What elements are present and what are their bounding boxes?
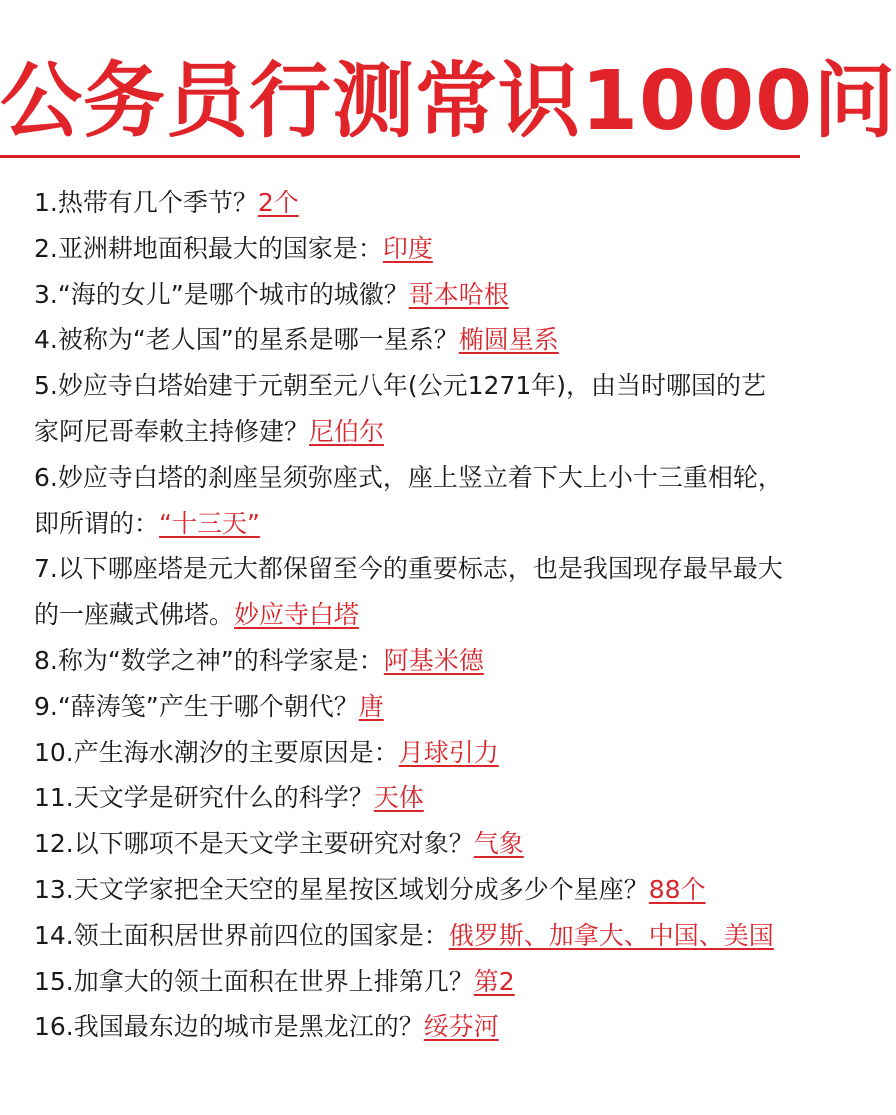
qa-item xyxy=(34,638,784,684)
question-text: 2.亚洲耕地面积最大的国家是： xyxy=(34,233,383,263)
page-title: 公务员行测常识1000问 xyxy=(0,54,896,149)
question-text: 9.“薛涛笺”产生于哪个朝代？ xyxy=(34,691,359,721)
qa-item xyxy=(34,684,784,730)
qa-item xyxy=(34,226,784,272)
question-text: 13.天文学家把全天空的星星按区域划分成多少个星座？ xyxy=(34,874,649,904)
qa-item xyxy=(34,317,784,363)
question-text: 16.我国最东边的城市是黑龙江的？ xyxy=(34,1012,424,1042)
qa-item xyxy=(34,455,784,547)
qa-item xyxy=(34,959,784,1005)
question-text: 3.“海的女儿”是哪个城市的城徽？ xyxy=(34,279,409,309)
qa-item xyxy=(34,730,784,776)
qa-item xyxy=(34,821,784,867)
question-text: 10.产生海水潮汐的主要原因是： xyxy=(34,737,399,767)
question-text: 8.称为“数学之神”的科学家是： xyxy=(34,645,384,675)
answer-text: 第2 xyxy=(473,966,515,996)
qa-list xyxy=(34,180,784,1050)
answer-text: 椭圆星系 xyxy=(458,325,559,355)
question-text: 5.妙应寺白塔始建于元朝至元八年(公元1271年)，由当时哪国的艺家阿尼哥奉敕主持修建？ xyxy=(34,371,766,446)
question-text: 14.领土面积居世界前四位的国家是： xyxy=(34,920,449,950)
answer-text: 气象 xyxy=(473,829,524,859)
answer-text: 绥芬河 xyxy=(423,1012,499,1042)
qa-item xyxy=(34,775,784,821)
question-text: 11.天文学是研究什么的科学？ xyxy=(34,783,374,813)
title-divider xyxy=(0,155,800,158)
answer-text: 俄罗斯、加拿大、中国、美国 xyxy=(448,920,774,950)
answer-text: 尼伯尔 xyxy=(309,416,385,446)
qa-item xyxy=(34,867,784,913)
answer-text: 88个 xyxy=(648,874,706,904)
qa-item xyxy=(34,546,784,638)
answer-text: 唐 xyxy=(358,691,384,721)
question-text: 6.妙应寺白塔的刹座呈须弥座式，座上竖立着下大上小十三重相轮，即所谓的： xyxy=(34,462,783,538)
qa-item xyxy=(34,272,784,318)
question-text: 15.加拿大的领土面积在世界上排第几？ xyxy=(34,966,474,996)
question-text: 4.被称为“老人国”的星系是哪一星系？ xyxy=(34,325,459,355)
qa-item xyxy=(34,913,784,959)
question-text: 7.以下哪座塔是元大都保留至今的重要标志，也是我国现存最早最大的一座藏式佛塔。 xyxy=(34,554,783,630)
answer-text: 2个 xyxy=(257,188,299,217)
answer-text: 月球引力 xyxy=(398,737,499,767)
answer-text: 天体 xyxy=(373,783,424,813)
answer-text: 印度 xyxy=(382,233,433,263)
question-text: 12.以下哪项不是天文学主要研究对象？ xyxy=(34,829,474,859)
answer-text: 妙应寺白塔 xyxy=(234,600,360,630)
answer-text: “十三天” xyxy=(159,508,260,538)
qa-item xyxy=(34,1004,784,1050)
qa-item xyxy=(34,180,784,226)
answer-text: 哥本哈根 xyxy=(408,279,509,309)
question-text: 1.热带有几个季节？ xyxy=(34,188,258,217)
answer-text: 阿基米德 xyxy=(383,645,484,675)
qa-item xyxy=(34,363,784,455)
